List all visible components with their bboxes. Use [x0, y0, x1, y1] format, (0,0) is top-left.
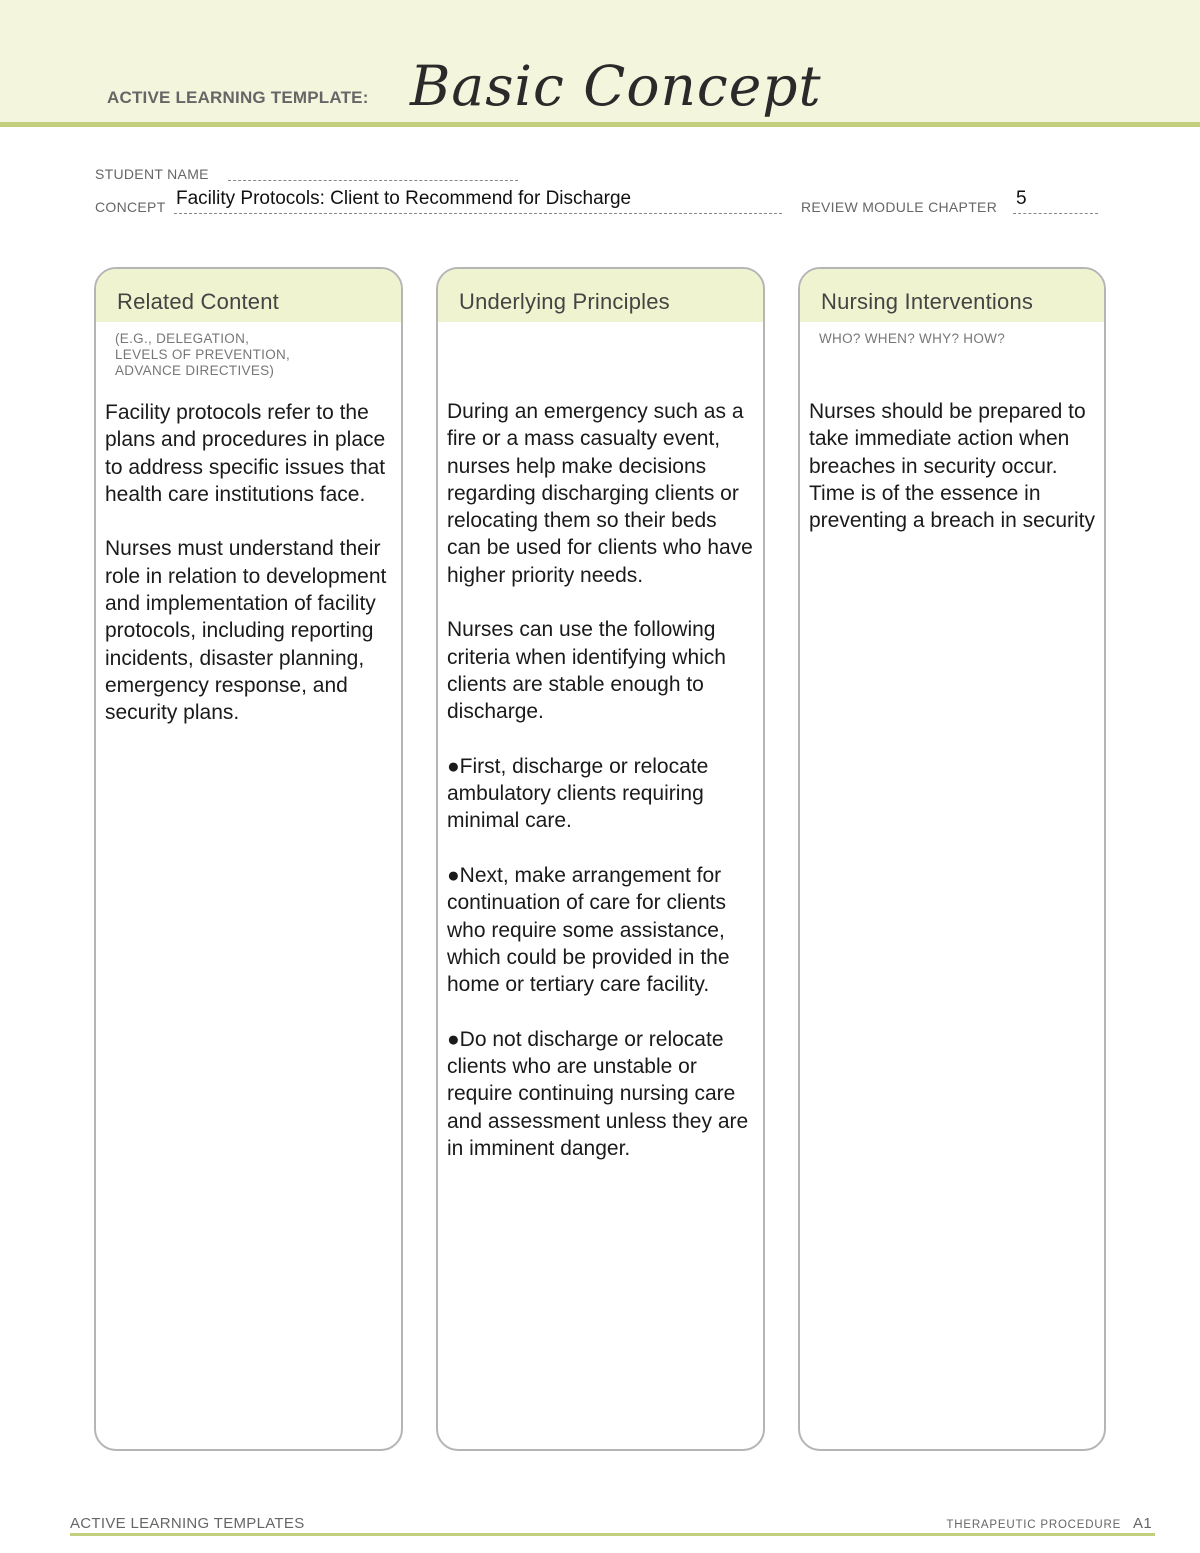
panel-title: Nursing Interventions: [821, 289, 1034, 314]
panel-paragraph: During an emergency such as a fire or a mass casualty event, nurses help make decisions regarding discharging clients or relocating them so their beds can be used for clients who have higher priority needs.: [447, 400, 759, 587]
panel-header: [96, 269, 401, 322]
footer-code: A1: [1133, 1515, 1152, 1532]
template-title: Basic Concept: [410, 54, 822, 118]
panel-paragraph: Nurses must understand their role in relation to development and implementation of facility protocols, including reporting incidents, disaster planning, emergency response, and security plans.: [105, 537, 393, 725]
related-content-panel: [94, 267, 403, 1451]
footer-procedure-label: THERAPEUTIC PROCEDURE: [946, 1519, 1122, 1531]
panel-body[interactable]: [447, 398, 759, 1190]
panel-body[interactable]: [105, 399, 393, 754]
panel-header: [800, 269, 1104, 322]
panel-paragraph: ●Next, make arrangement for continuation of care for clients who require some assistance, which could be provided in the home or tertiary care facility.: [447, 864, 736, 997]
nursing-interventions-panel: [798, 267, 1106, 1451]
panel-paragraph: ●Do not discharge or relocate clients who are unstable or require continuing nursing care and assessment unless they are in imminent danger.: [447, 1027, 755, 1161]
footer-right: [946, 1515, 1152, 1532]
panel-paragraph: Nurses should be prepared to take immediate action when breaches in security occur. Time is of the essence in preventing a breach in security: [809, 400, 1095, 533]
concept-value: Facility Protocols: Client to Recommend for Discharge: [176, 188, 632, 209]
panel-paragraph: ●First, discharge or relocate ambulatory clients requiring minimal care.: [447, 754, 715, 833]
panel-subtitle: WHO? WHEN? WHY? HOW?: [819, 331, 1006, 346]
panel-body[interactable]: [809, 398, 1096, 562]
template-header: [0, 0, 1200, 127]
panel-paragraph: Nurses can use the following criteria when identifying which clients are stable enough to discharge.: [447, 618, 732, 724]
concept-field[interactable]: [174, 213, 782, 214]
panel-header: [438, 269, 763, 322]
underlying-principles-panel: [436, 267, 765, 1451]
chapter-value: 5: [1016, 188, 1027, 209]
panel-paragraph: Facility protocols refer to the plans and procedures in place to address specific issues that health care institutions face.: [105, 401, 392, 506]
student-name-field[interactable]: [228, 180, 518, 181]
footer-left-text: ACTIVE LEARNING TEMPLATES: [70, 1515, 305, 1532]
chapter-field[interactable]: [1013, 213, 1098, 214]
template-label: ACTIVE LEARNING TEMPLATE:: [107, 88, 369, 107]
concept-label: CONCEPT: [95, 199, 166, 215]
panel-subtitle: (E.G., DELEGATION, LEVELS OF PREVENTION, ADVANCE DIRECTIVES): [115, 331, 291, 378]
panel-title: Related Content: [117, 289, 279, 314]
footer-divider: [70, 1533, 1155, 1536]
panel-title: Underlying Principles: [459, 289, 670, 314]
student-name-label: STUDENT NAME: [95, 166, 209, 182]
chapter-label: REVIEW MODULE CHAPTER: [801, 199, 998, 215]
